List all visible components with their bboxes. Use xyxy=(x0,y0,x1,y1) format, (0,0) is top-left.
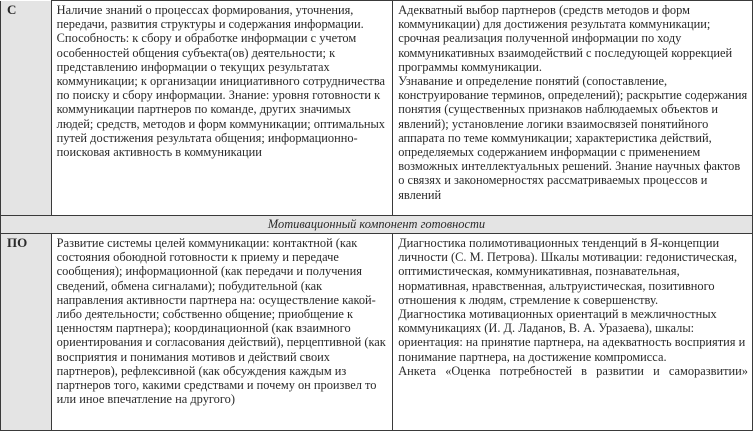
section-header-row xyxy=(1,216,753,234)
content-paragraph: Наличие знаний о процессах формирования, уточнения, передачи, развития структуры и содержания информации. xyxy=(56,3,364,32)
method-paragraph: Диагностика полимотивационных тенденций в Я-концепции личности (С. М. Петрова). Шкалы мотивации: гедонистическая, оптимистическая, коммуникативная, познавательная, нормативная, нравственная, альтруистическая, позитивного отношения к людям, стремление к совершенству. xyxy=(398,236,738,307)
method-paragraph: Диагностика мотивационных ориентаций в межличностных коммуникациях (И. Д. Ладанов, В. А. Уразаева), шкалы: ориентация: на принятие партнера, на адекватность восприятия и понимание партнера, на достижение компромисса. xyxy=(398,307,746,364)
content-paragraph: Способность: к сбору и обработке информации с учетом особенностей общения субъекта(ов) деятельности; к представлению информации о текущих результатах коммуникации; к организации инициативного сотрудничества по поиску и сбору информации. Знание: уровня готовности к коммуникации партнеров по команде, других значимых людей; средств, методов и форм коммуникации; оптимальных путей достижения результата общения; информационно-поисковая активность в коммуникации xyxy=(56,31,386,160)
content-paragraph: Развитие системы целей коммуникации: контактной (как состояния обоюдной готовности к приему и передаче сообщения); информационной (как передачи и получения сведений, обмена сигналами); побудительной (как направления активности партнера на: осуществление какой-либо деятельности; собственно общение; приобщение к ценностям партнера); координационной (как взаимного ориентирования и согласования действий), перцептивной (как восприятия и понимания мотивов и действий своих партнеров), рефлексивной (как обсуждения каждым из партнеров того, какими средствами и почему он произвел то или иное впечатление на другого) xyxy=(56,236,386,407)
method-cell xyxy=(393,1,753,216)
method-cell xyxy=(393,234,753,431)
content-cell xyxy=(51,1,393,216)
table-row-c xyxy=(1,1,753,216)
table-row-po xyxy=(1,234,753,431)
content-cell xyxy=(51,234,393,431)
section-header: Мотивационный компонент готовности xyxy=(1,216,753,234)
method-paragraph: Анкета «Оценка потребностей в развитии и саморазвитии» xyxy=(398,363,748,378)
method-paragraph: Адекватный выбор партнеров (средств методов и форм коммуникации) для достижения результата коммуникации; срочная реализация полученной информации по ходу коммуникативных взаимодействий с последующей коррекцией программы коммуникации. xyxy=(398,3,733,74)
row-code: ПО xyxy=(1,234,52,431)
method-paragraph: Узнавание и определение понятий (сопоставление, конструирование терминов, определений); раскрытие содержания понятия (существенных признаков наблюдаемых объектов и явлений); установление логики взаимосвязей понятийного аппарата по теме коммуникации; характеристика действий, определяемых содержанием информации с применением возможных интеллектуальных решений. Знание научных фактов о связях и закономерностях рассматриваемых процессов и явлений xyxy=(398,74,748,202)
row-code: С xyxy=(1,1,52,216)
